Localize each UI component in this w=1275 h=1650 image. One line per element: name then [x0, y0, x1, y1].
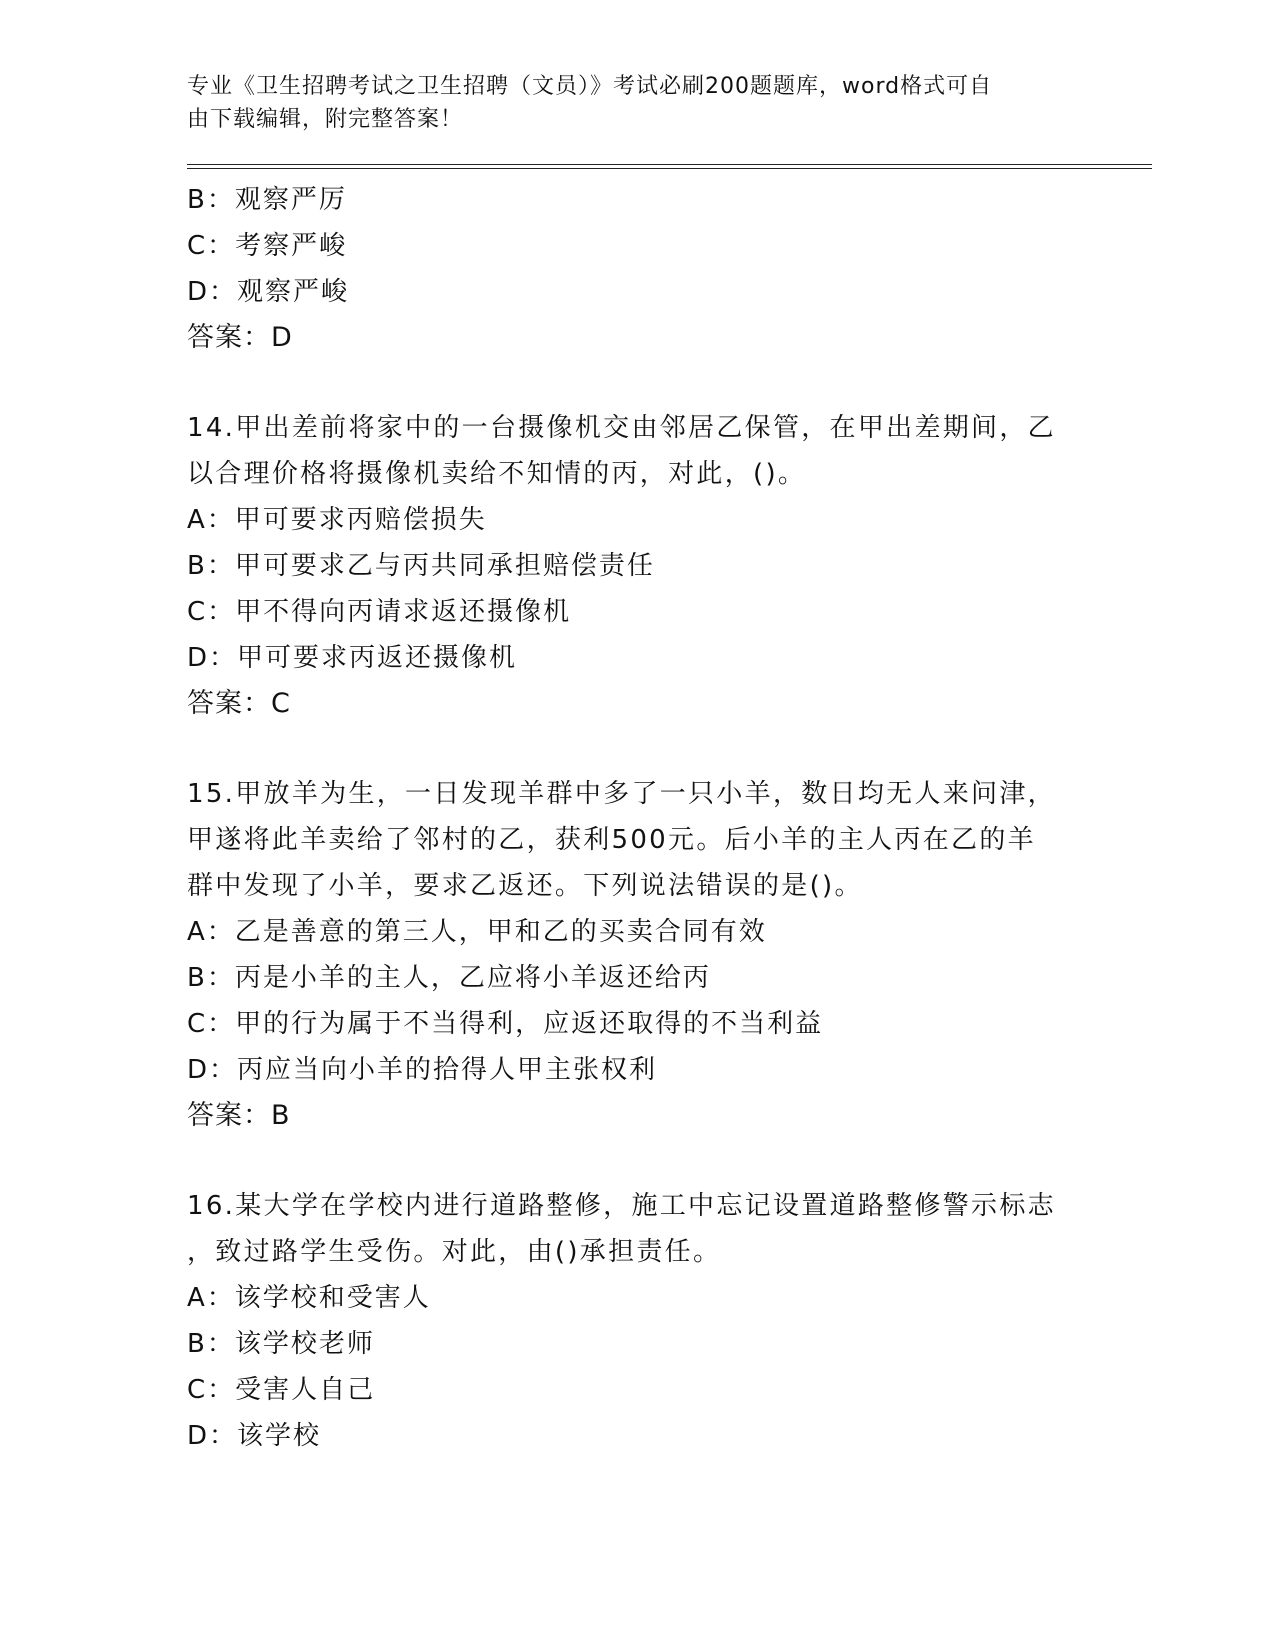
question-15: [187, 771, 1152, 1139]
answer: 答案：C: [187, 688, 291, 719]
option-a: A：甲可要求丙赔偿损失: [187, 505, 487, 535]
question-stem-line: 14.甲出差前将家中的一台摄像机交由邻居乙保管，在甲出差期间，乙: [187, 413, 1056, 443]
option-b: B：该学校老师: [187, 1329, 375, 1359]
option-d: D：该学校: [187, 1421, 322, 1451]
option-b: B：甲可要求乙与丙共同承担赔偿责任: [187, 551, 655, 581]
option-c: C：受害人自己: [187, 1375, 376, 1405]
question-stem-line: 甲遂将此羊卖给了邻村的乙，获利500元。后小羊的主人丙在乙的羊: [187, 825, 1036, 855]
option-d: D：丙应当向小羊的拾得人甲主张权利: [187, 1055, 658, 1085]
option-b: B：丙是小羊的主人，乙应将小羊返还给丙: [187, 963, 711, 993]
header-divider: [187, 164, 1152, 169]
header-line-1: 专业《卫生招聘考试之卫生招聘（文员）》考试必刷200题题库，word格式可自: [187, 74, 993, 99]
option-b: B：观察严厉: [187, 185, 347, 215]
option-d: D：甲可要求丙返还摄像机: [187, 643, 518, 673]
option-c: C：甲的行为属于不当得利，应返还取得的不当利益: [187, 1009, 824, 1039]
answer: 答案：D: [187, 322, 293, 353]
question-stem-line: 15.甲放羊为生，一日发现羊群中多了一只小羊，数日均无人来问津，: [187, 779, 1056, 809]
question-13: [187, 177, 1152, 361]
answer: 答案：B: [187, 1100, 291, 1131]
question-14: [187, 405, 1152, 727]
question-16: [187, 1183, 1152, 1459]
document-header: [187, 70, 1152, 136]
question-stem-line: ，致过路学生受伤。对此，由()承担责任。: [187, 1237, 722, 1267]
option-c: C：考察严峻: [187, 231, 348, 261]
option-d: D：观察严峻: [187, 277, 350, 307]
option-a: A：该学校和受害人: [187, 1283, 431, 1313]
document-page: [187, 70, 1152, 1459]
question-stem-line: 16.某大学在学校内进行道路整修，施工中忘记设置道路整修警示标志: [187, 1191, 1056, 1221]
question-stem-line: 群中发现了小羊，要求乙返还。下列说法错误的是()。: [187, 871, 863, 901]
header-line-2: 由下载编辑，附完整答案！: [187, 107, 464, 132]
question-stem-line: 以合理价格将摄像机卖给不知情的丙，对此，()。: [187, 459, 807, 489]
option-a: A：乙是善意的第三人，甲和乙的买卖合同有效: [187, 917, 767, 947]
option-c: C：甲不得向丙请求返还摄像机: [187, 597, 572, 627]
